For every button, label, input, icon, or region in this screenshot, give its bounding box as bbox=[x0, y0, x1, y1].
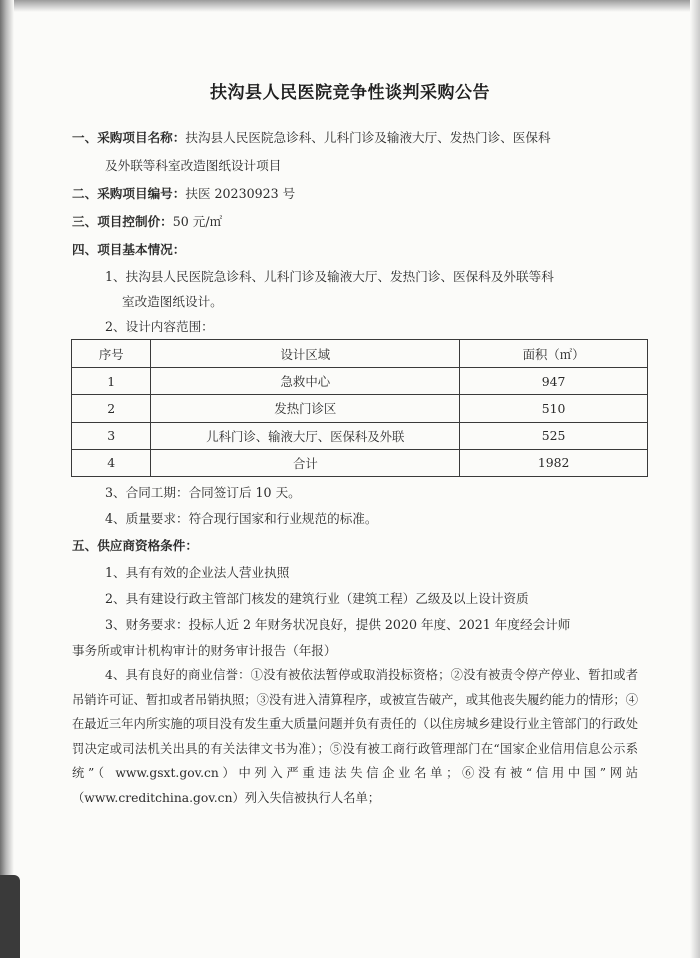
sec5-item3-line2: 事务所或审计机构审计的财务审计报告（年报） bbox=[72, 643, 337, 658]
sec1-line1 bbox=[72, 129, 551, 147]
scan-corner-blot bbox=[0, 875, 20, 958]
table-cell: 合计 bbox=[151, 449, 460, 476]
table-cell: 1982 bbox=[460, 449, 648, 476]
sec4-item1-line1: 1、扶沟县人民医院急诊科、儿科门诊及输液大厅、发热门诊、医保科及外联等科 bbox=[105, 269, 554, 284]
document-title: 扶沟县人民医院竞争性谈判采购公告 bbox=[210, 83, 490, 103]
sec5-item2: 2、具有建设行政主管部门核发的建筑行业（建筑工程）乙级及以上设计资质 bbox=[105, 591, 529, 606]
table-header-row bbox=[72, 340, 648, 368]
table-cell: 510 bbox=[460, 395, 648, 422]
sec4-label: 四、项目基本情况： bbox=[72, 242, 186, 257]
table-cell: 3 bbox=[72, 422, 151, 449]
sec2-label: 二、采购项目编号： bbox=[72, 186, 186, 201]
table-row bbox=[72, 395, 648, 422]
scan-shadow-right bbox=[690, 0, 700, 958]
table-cell: 1 bbox=[72, 368, 151, 395]
table-cell: 2 bbox=[72, 395, 151, 422]
table-cell: 947 bbox=[460, 368, 648, 395]
table-cell: 儿科门诊、输液大厅、医保科及外联 bbox=[151, 422, 460, 449]
sec3-value: 50 元/㎡ bbox=[172, 214, 223, 229]
table-header-cell: 设计区域 bbox=[151, 340, 460, 368]
scan-shadow-top bbox=[0, 0, 700, 12]
sec5-item3-line1: 3、财务要求：投标人近 2 年财务状况良好，提供 2020 年度、2021 年度经会计师 bbox=[105, 617, 571, 632]
sec4-item1-line2: 室改造图纸设计。 bbox=[122, 294, 223, 309]
table-cell: 525 bbox=[460, 422, 648, 449]
sec4-item2: 2、设计内容范围： bbox=[105, 319, 214, 334]
sec1-value-line1: 扶沟县人民医院急诊科、儿科门诊及输液大厅、发热门诊、医保科 bbox=[185, 130, 551, 145]
table-header-cell: 面积（㎡） bbox=[460, 340, 648, 368]
sec5-item4-paragraph: 4、具有良好的商业信誉：①没有被依法暂停或取消投标资格；②没有被责令停产停业、暂扣或者吊销许可证、暂扣或者吊销执照；③没有进入清算程序，或被宣告破产，或其他丧失履约能力的情形；④在最近三年内所实施的项目没有发生重大质量问题并负有责任的（以住房城乡建设行业主管部门的行政处罚决定或司法机关出具的有关法律文书为准）；⑤没有被工商行政管理部门在“国家企业信用信息公示系统”（ www.gsxt.gov.cn）中列入严重违法失信企业名单；⑥没有被“信用中国”网站（www.creditchina.gov.cn）列入失信被执行人名单； bbox=[72, 668, 638, 805]
table-row bbox=[72, 449, 648, 476]
table-row bbox=[72, 422, 648, 449]
table-cell: 4 bbox=[72, 449, 151, 476]
sec2-value: 扶医 20230923 号 bbox=[185, 186, 296, 201]
sec4-item4: 4、质量要求：符合现行国家和行业规范的标准。 bbox=[105, 511, 378, 526]
table-cell: 发热门诊区 bbox=[151, 395, 460, 422]
design-scope-table bbox=[71, 339, 648, 477]
scan-shadow-left bbox=[0, 0, 14, 958]
sec1-value-line2: 及外联等科室改造图纸设计项目 bbox=[105, 158, 282, 173]
sec4-item3: 3、合同工期：合同签订后 10 天。 bbox=[105, 485, 301, 500]
table-cell: 急救中心 bbox=[151, 368, 460, 395]
sec3-label: 三、项目控制价： bbox=[72, 214, 173, 229]
sec2-line bbox=[72, 185, 295, 203]
table-header-cell: 序号 bbox=[72, 340, 151, 368]
sec1-label: 一、采购项目名称： bbox=[72, 130, 186, 145]
table-row bbox=[72, 368, 648, 395]
sec5-label: 五、供应商资格条件： bbox=[72, 538, 198, 553]
sec5-item1: 1、具有有效的企业法人营业执照 bbox=[105, 565, 290, 580]
sec3-line bbox=[72, 213, 222, 231]
